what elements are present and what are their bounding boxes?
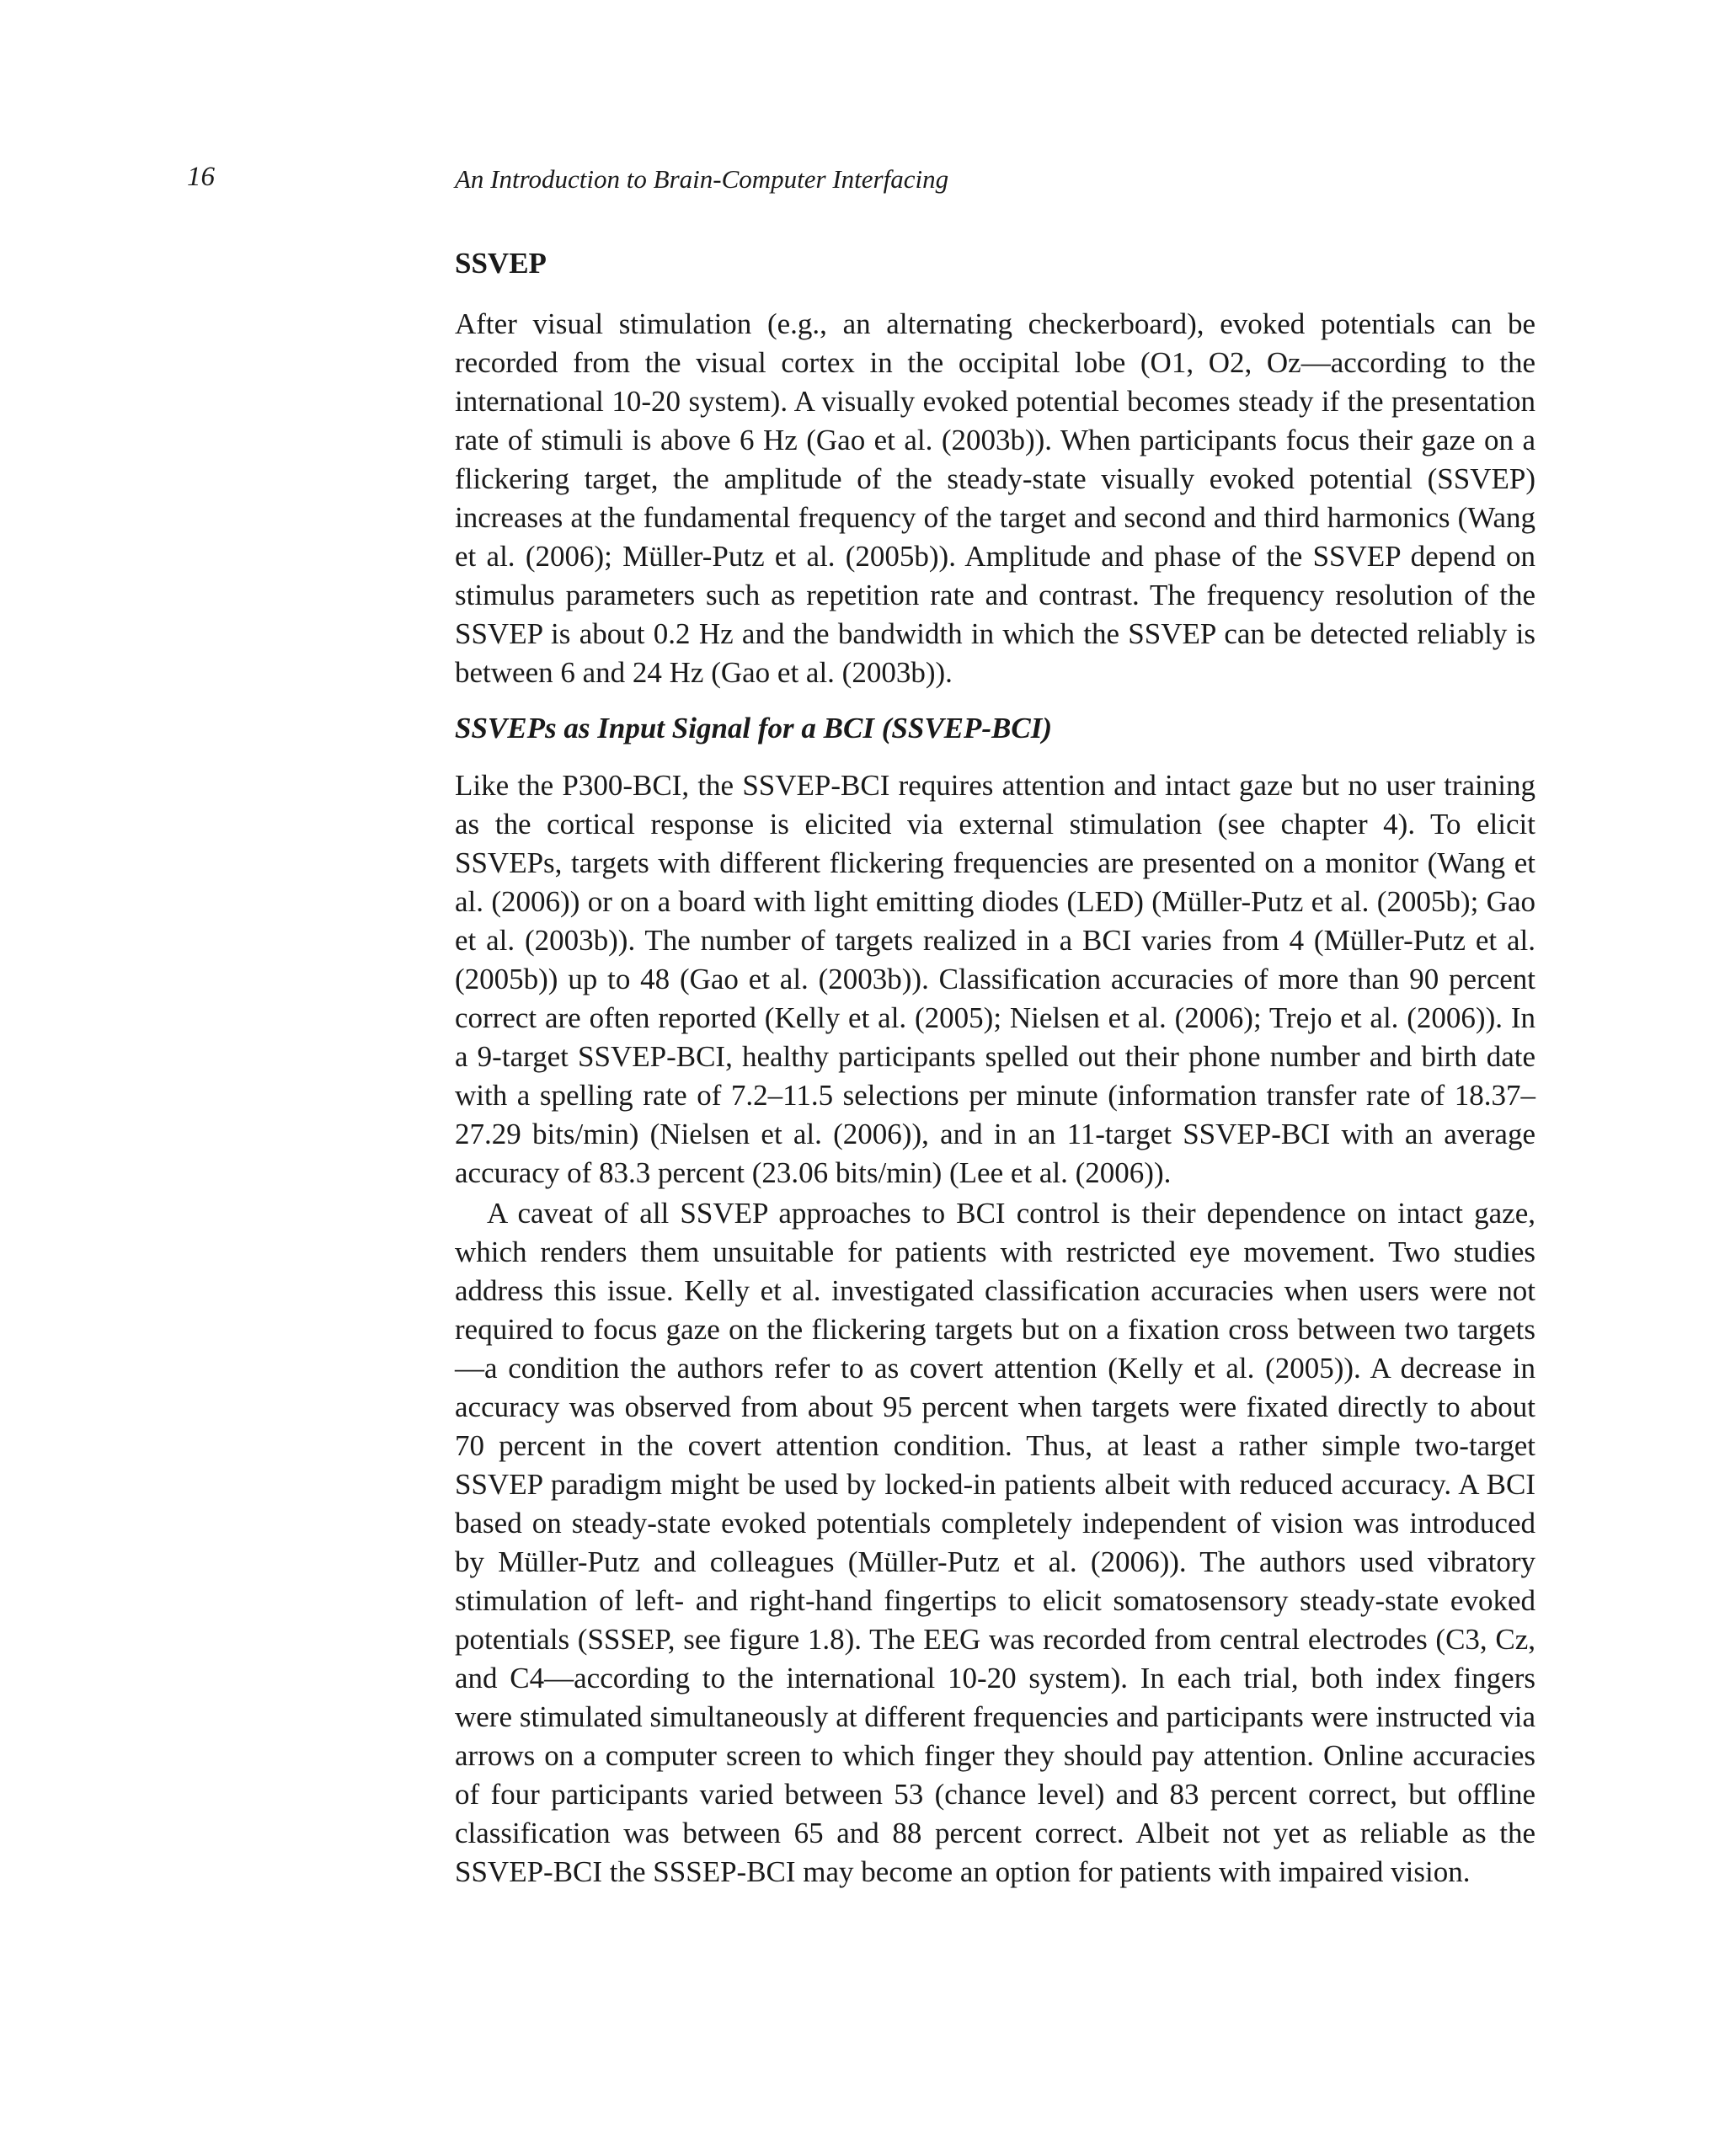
page-number: 16 bbox=[187, 162, 215, 192]
ssvep-paragraph: After visual stimulation (e.g., an alternating checkerboard), evoked potentials can be recorded from the visual cortex in the occipital lobe (O1, O2, Oz—according to the international 10-20 system). A visually evoked potential becomes steady if the presentation rate of stimuli is above 6 Hz (Gao et al. (2003b)). When participants focus their gaze on a flickering target, the amplitude of the steady-state visually evoked potential (SSVEP) increases at the fundamental frequency of the target and second and third harmonics (Wang et al. (2006); Müller-Putz et al. (2005b)). Amplitude and phase of the SSVEP depend on stimulus parameters such as repetition rate and contrast. The frequency resolution of the SSVEP is about 0.2 Hz and the bandwidth in which the SSVEP can be detected reliably is between 6 and 24 Hz (Gao et al. (2003b)). bbox=[455, 307, 1535, 689]
page-body bbox=[455, 244, 1535, 1892]
caveat-paragraph: A caveat of all SSVEP approaches to BCI control is their dependence on intact gaze, which renders them unsuitable for patients with restricted eye movement. Two studies address this issue. Kelly et al. investigated classification accuracies when users were not required to focus gaze on the flickering targets but on a fixation cross between two targets—a condition the authors refer to as covert attention (Kelly et al. (2005)). A decrease in accuracy was observed from about 95 percent when targets were fixated directly to about 70 percent in the covert attention condition. Thus, at least a rather simple two-target SSVEP paradigm might be used by locked-in patients albeit with reduced accuracy. A BCI based on steady-state evoked potentials completely independent of vision was introduced by Müller-Putz and colleagues (Müller-Putz et al. (2006)). The authors used vibratory stimulation of left- and right-hand fingertips to elicit somatosensory steady-state evoked potentials (SSSEP, see figure 1.8). The EEG was recorded from central electrodes (C3, Cz, and C4—according to the international 10-20 system). In each trial, both index fingers were stimulated simultaneously at different frequencies and participants were instructed via arrows on a computer screen to which finger they should pay attention. Online accuracies of four participants varied between 53 (chance level) and 83 percent correct, but offline classification was between 65 and 88 percent correct. Albeit not yet as reliable as the SSVEP-BCI the SSSEP-BCI may become an option for patients with impaired vision. bbox=[455, 1197, 1535, 1888]
ssvep-bci-paragraph: Like the P300-BCI, the SSVEP-BCI requires attention and intact gaze but no user training as the cortical response is elicited via external stimulation (see chapter 4). To elicit SSVEPs, targets with different flickering frequencies are presented on a monitor (Wang et al. (2006)) or on a board with light emitting diodes (LED) (Müller-Putz et al. (2005b); Gao et al. (2003b)). The number of targets realized in a BCI varies from 4 (Müller-Putz et al. (2005b)) up to 48 (Gao et al. (2003b)). Classification accuracies of more than 90 percent correct are often reported (Kelly et al. (2005); Nielsen et al. (2006); Trejo et al. (2006)). In a 9-target SSVEP-BCI, healthy participants spelled out their phone number and birth date with a spelling rate of 7.2–11.5 selections per minute (information transfer rate of 18.37–27.29 bits/min) (Nielsen et al. (2006)), and in an 11-target SSVEP-BCI with an average accuracy of 83.3 percent (23.06 bits/min) (Lee et al. (2006)). bbox=[455, 769, 1535, 1189]
subsection-heading: SSVEPs as Input Signal for a BCI (SSVEP-BCI) bbox=[455, 712, 1053, 744]
running-title: An Introduction to Brain-Computer Interfacing bbox=[455, 164, 949, 194]
section-heading: SSVEP bbox=[455, 247, 547, 280]
